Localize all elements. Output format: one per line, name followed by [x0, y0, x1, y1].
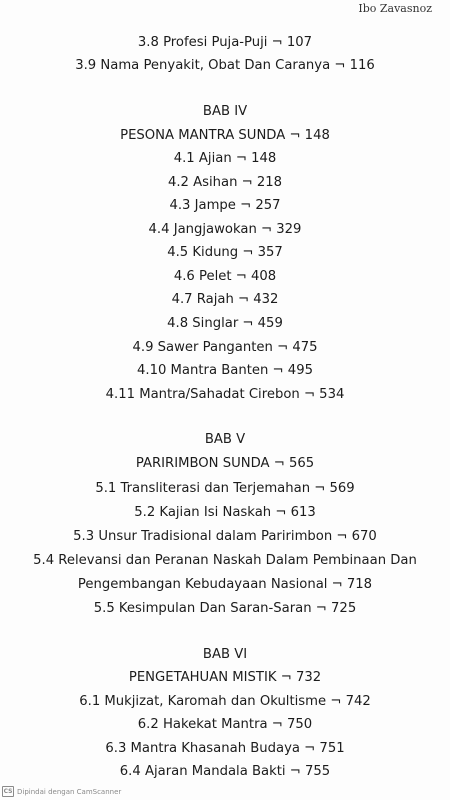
toc-entry: 3.9 Nama Penyakit, Obat Dan Caranya ¬ 116	[75, 58, 375, 73]
chapter-title: PARIRIMBON SUNDA ¬ 565	[135, 456, 315, 471]
toc-entry: 6.3 Mantra Khasanah Budaya ¬ 751	[105, 741, 345, 756]
toc-entry: 4.5 Kidung ¬ 357	[167, 245, 283, 260]
toc-entry: 5.1 Transliterasi dan Terjemahan ¬ 569	[95, 481, 355, 496]
toc-entry: 4.1 Ajian ¬ 148	[173, 151, 277, 166]
toc-entry: 4.4 Jangjawokan ¬ 329	[148, 222, 302, 237]
toc-entry: 5.5 Kesimpulan Dan Saran-Saran ¬ 725	[93, 601, 357, 616]
toc-entry: 4.6 Pelet ¬ 408	[173, 269, 277, 284]
toc-entry: 5.2 Kajian Isi Naskah ¬ 613	[134, 505, 316, 520]
chapter-heading: BAB V	[204, 432, 246, 447]
toc-entry: 4.2 Asihan ¬ 218	[167, 175, 283, 190]
toc-entry: 4.10 Mantra Banten ¬ 495	[137, 363, 313, 378]
toc-entry: 5.4 Relevansi dan Peranan Naskah Dalam Pembinaan Dan	[33, 553, 417, 568]
toc-entry: 5.3 Unsur Tradisional dalam Paririmbon ¬ 670	[73, 529, 377, 544]
toc-entry: 4.11 Mantra/Sahadat Cirebon ¬ 534	[105, 387, 345, 402]
toc-entry: 6.2 Hakekat Mantra ¬ 750	[137, 717, 313, 732]
chapter-heading: BAB VI	[202, 647, 248, 662]
toc-entry: 4.7 Rajah ¬ 432	[171, 292, 279, 307]
chapter-title: PENGETAHUAN MISTIK ¬ 732	[128, 670, 322, 685]
toc-entry: 3.8 Profesi Puja-Puji ¬ 107	[137, 35, 313, 50]
toc-entry: 4.8 Singlar ¬ 459	[167, 316, 283, 331]
camscanner-icon: CS	[3, 788, 13, 795]
scanner-watermark-text: Dipindai dengan CamScanner	[17, 787, 122, 796]
toc-entry: 4.9 Sawer Panganten ¬ 475	[132, 340, 318, 355]
scanner-watermark	[2, 786, 121, 797]
toc-entry: 6.1 Mukjizat, Karomah dan Okultisme ¬ 742	[79, 694, 371, 709]
author-header: Ibo Zavasnoz	[358, 2, 432, 15]
chapter-title: PESONA MANTRA SUNDA ¬ 148	[120, 128, 330, 143]
toc-entry: 4.3 Jampe ¬ 257	[169, 198, 281, 213]
toc-entry: Pengembangan Kebudayaan Nasional ¬ 718	[77, 577, 373, 592]
chapter-heading: BAB IV	[202, 104, 248, 119]
toc-entry: 6.4 Ajaran Mandala Bakti ¬ 755	[119, 764, 331, 779]
